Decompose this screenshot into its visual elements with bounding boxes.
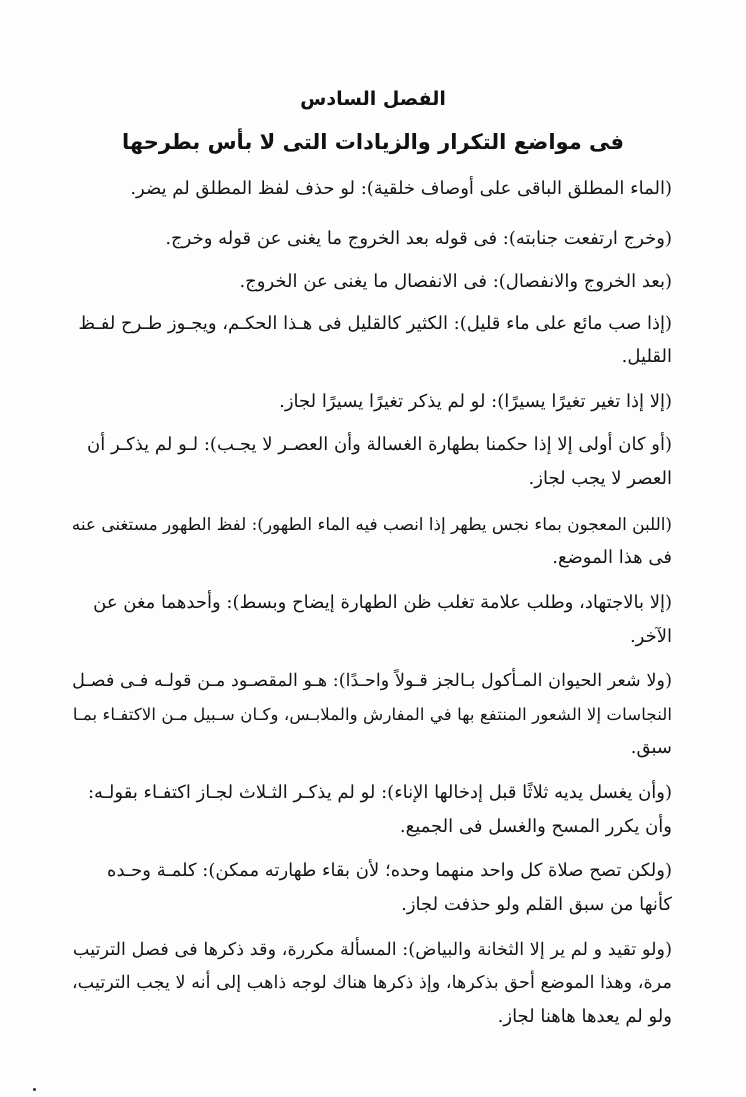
text-line: (الماء المطلق الباقى على أوصاف خلقية): لو حذف لفظ المطلق لم يضر. [130, 178, 672, 199]
text-line: مرة، وهذا الموضع أحق بذكرها، وإذ ذكرها هناك لوجه ذاهب إلى أنه لا يجب الترتيب، [71, 973, 672, 993]
text-line: (بعد الخروج والانفصال): فى الانفصال ما يغنى عن الخروج. [239, 271, 672, 292]
text-line: وأن يكرر المسح والغسل فى الجميع. [399, 816, 672, 837]
text-line: (ولكن تصح صلاة كل واحد منهما وحده؛ لأن بقاء طهارته ممكن): كلمـة وحـده [107, 860, 672, 881]
text-line: سبق. [630, 737, 672, 758]
text-line: (ولو تقيد و لم ير إلا الثخانة والبياض): المسألة مكررة، وقد ذكرها فى فصل الترتيب [72, 940, 672, 960]
scan-speck [33, 1088, 36, 1091]
text-line: فى هذا الموضع. [552, 547, 672, 568]
text-line: كأنها من سبق القلم ولو حذفت لجاز. [401, 894, 672, 915]
text-line: القليل. [621, 346, 672, 367]
text-line: الآخر. [629, 626, 672, 647]
text-line: (إلا إذا تغير تغيرًا يسيرًا): لو لم يذكر تغيرًا يسيرًا لجاز. [279, 391, 672, 412]
text-line: (إلا بالاجتهاد، وطلب علامة تغلب ظن الطهارة إيضاح وبسط): وأحدهما مغن عن [93, 592, 672, 613]
text-line: (وأن يغسل يديه ثلاثًا قبل إدخالها الإناء): لو لم يذكـر الثـلاث لجـاز اكتفـاء بقولـه: [87, 782, 672, 803]
text-line: (اللبن المعجون بماء نجس يطهر إذا انصب فيه الماء الطهور): لفظ الطهور مستغنى عنه [71, 514, 672, 534]
text-line: العصر لا يجب لجاز. [528, 468, 672, 489]
chapter-subtitle: فى مواضع التكرار والزيادات التى لا بأس بطرحها [121, 130, 625, 154]
text-line: (أو كان أولى إلا إذا حكمنا بطهارة الغسالة وأن العصـر لا يجـب): لـو لم يذكـر أن [87, 434, 672, 455]
text-line: (ولا شعر الحيوان المـأكول بـالجز قـولاً واحـدًا): هـو المقصـود مـن قولـه فـى فصـل [72, 671, 672, 691]
text-line: (وخرج ارتفعت جنابته): فى قوله بعد الخروج ما يغنى عن قوله وخرج. [165, 228, 672, 249]
text-line: ولو لم يعدها هاهنا لجاز. [497, 1006, 672, 1027]
text-line: (إذا صب مائع على ماء قليل): الكثير كالقليل فى هـذا الحكـم، ويجـوز طـرح لفـظ [78, 313, 672, 334]
text-line: النجاسات إلا الشعور المنتفع بها في المفارش والملابـس، وكـان سـبيل مـن الاكتفـاء بمـا [72, 704, 672, 724]
chapter-title: الفصل السادس [300, 88, 446, 110]
